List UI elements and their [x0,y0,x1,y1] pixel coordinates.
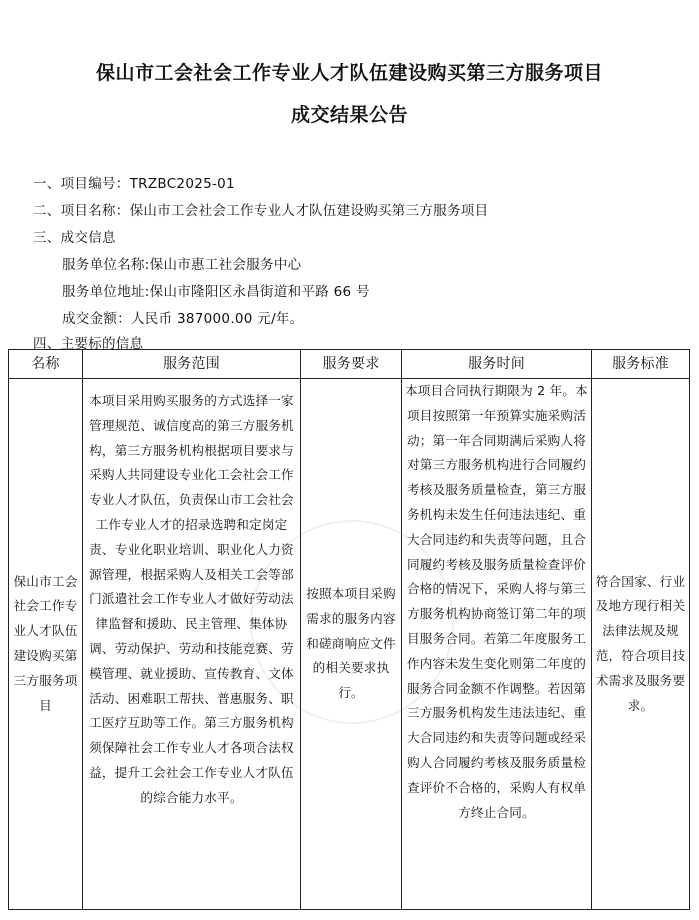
deal-amount: 成交金额：人民币 387000.00 元/年。 [62,311,304,327]
cell-requirement-text: 按照本项目采购需求的服务内容和磋商响应文件的相关要求执行。 [306,586,396,701]
header-scope: 服务范围 [83,350,301,379]
cell-name-text: 保山市工会社会工作专业人才队伍建设购买第三方服务项目 [13,573,78,713]
project-number: 一、项目编号：TRZBC2025-01 [33,176,235,192]
table-header-row [9,350,690,379]
header-time: 服务时间 [402,350,592,379]
supplier-name: 服务单位名称:保山市惠工社会服务中心 [62,257,302,273]
cell-requirement [301,379,402,910]
cell-scope-text: 本项目采用购买服务的方式选择一家管理规范、诚信度高的第三方服务机构，第三方服务机构根据项目要求与采购人共同建设专业化工会社会工作专业人才队伍，负责保山市工会社会工作专业人才的招录选聘和定岗定责、专业化职业培训、职业化人力资源管理，根据采购人及相关工会等部门派遣社会工作专业人才做好劳动法律监督和援助、民主管理、集体协调、劳动保护、劳动和技能竞赛、劳模管理、就业援助、宣传教育、文体活动、困难职工帮扶、普惠服务、职工医疗互助等工作。第三方服务机构须保障社会工作专业人才各项合法权益，提升工会社会工作专业人才队伍的综合能力水平。 [89,393,294,805]
document-title-line2: 成交结果公告 [290,104,408,126]
cell-standard [592,379,690,910]
cell-time [402,379,592,910]
subject-info-table [8,349,690,910]
document-title-line1: 保山市工会社会工作专业人才队伍建设购买第三方服务项目 [95,62,603,84]
deal-info-heading: 三、成交信息 [33,230,116,246]
table-row [9,379,690,910]
project-name: 二、项目名称：保山市工会社会工作专业人才队伍建设购买第三方服务项目 [33,203,489,219]
main-subject-heading: 四、主要标的信息 [33,336,144,352]
supplier-address: 服务单位地址:保山市隆阳区永昌街道和平路 66 号 [62,284,370,300]
cell-scope [83,379,301,910]
cell-name [9,379,83,910]
cell-time-text: 本项目合同执行期限为 2 年。本项目按照第一年预算实施采购活动；第一年合同期满后采购人将对第三方服务机构进行合同履约考核及服务质量检查，第三方服务机构未发生任何违法违纪、重大合同违约和失责等问题，且合同履约考核及服务质量检查评价合格的情况下，采购人将与第三方服务机构协商签订第二年的项目服务合同。若第二年度服务工作内容未发生变化则第二年度的服务合同金额不作调整。若因第三方服务机构发生违法违纪、重大合同违约和失责等问题或经采购人合同履约考核及服务质量检查评价不合格的，采购人有权单方终止合同。 [405,383,588,820]
header-name: 名称 [9,350,83,379]
header-requirement: 服务要求 [301,350,402,379]
header-standard: 服务标准 [592,350,690,379]
cell-standard-text: 符合国家、行业及地方现行相关法律法规及规范，符合项目技术需求及服务要求。 [595,573,686,713]
